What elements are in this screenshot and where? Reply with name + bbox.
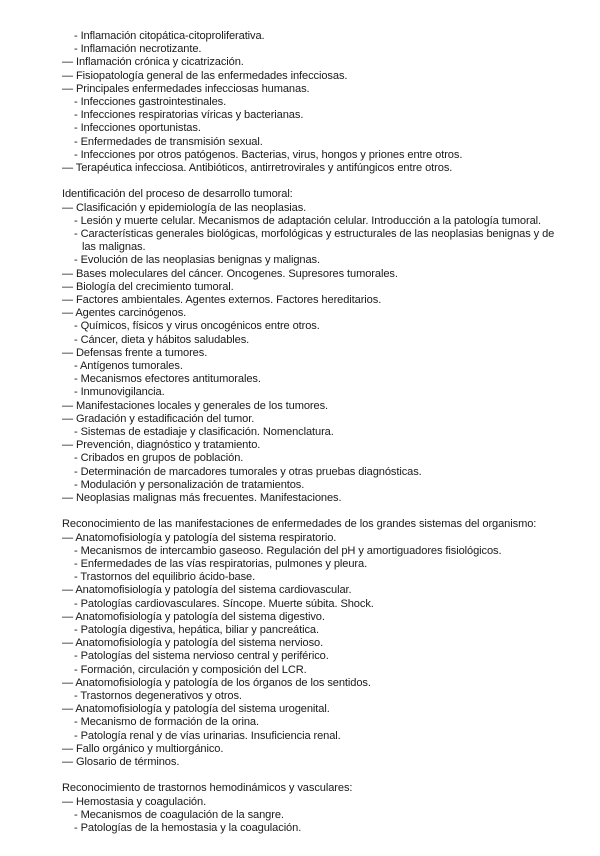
outline-subitem: - Infecciones gastrointestinales. xyxy=(74,96,227,108)
outline-item: — Glosario de términos. xyxy=(62,756,180,768)
outline-subitem: - Modulación y personalización de tratamientos. xyxy=(74,478,305,491)
outline-subitem: - Patologías de la hemostasia y la coagulación. xyxy=(74,822,302,834)
outline-item: — Anatomofisiología y patología del sistema nervioso. xyxy=(62,637,324,650)
outline-subitem: - Infecciones oportunistas. xyxy=(74,122,201,135)
outline-subitem: - Mecanismos efectores antitumorales. xyxy=(74,373,261,386)
outline-subitem: - Químicos, físicos y virus oncogénicos entre otros. xyxy=(74,320,320,333)
outline-subitem: - Mecanismos de coagulación de la sangre. xyxy=(74,808,284,821)
outline-item: — Prevención, diagnóstico y tratamiento. xyxy=(62,439,261,452)
outline-subitem-continuation: las malignas. xyxy=(82,241,146,254)
section-title: Reconocimiento de las manifestaciones de enfermedades de los grandes sistemas del organismo: xyxy=(62,518,537,531)
outline-subitem: - Enfermedades de las vías respiratorias, pulmones y pleura. xyxy=(74,558,368,570)
outline-item: — Fisiopatología general de las enfermedades infecciosas. xyxy=(62,69,348,82)
outline-item: — Factores ambientales. Agentes externos. Factores hereditarios. xyxy=(62,294,382,306)
outline-subitem: - Patología digestiva, hepática, biliar y pancreática. xyxy=(74,624,319,636)
outline-item: — Defensas frente a tumores. xyxy=(62,346,208,359)
outline-item: — Hemostasia y coagulación. xyxy=(62,795,207,808)
outline-subitem xyxy=(74,228,574,254)
outline-subitem: - Inflamación necrotizante. xyxy=(74,43,202,56)
outline-subitem: - Sistemas de estadiaje y clasificación. Nomenclatura. xyxy=(74,426,334,438)
outline-subitem: - Patologías del sistema nervioso central y periférico. xyxy=(74,650,329,663)
outline-subitem-text: - Características generales biológicas, morfológicas y estructurales de las neoplasias benignas y de xyxy=(74,228,555,240)
outline-subitem: - Infecciones por otros patógenos. Bacterias, virus, hongos y priones entre otros. xyxy=(74,148,463,161)
outline-subitem: - Antígenos tumorales. xyxy=(74,360,183,372)
outline-item: — Principales enfermedades infecciosas humanas. xyxy=(62,82,310,95)
outline-subitem: - Cribados en grupos de población. xyxy=(74,452,244,465)
outline-subitem: - Mecanismos de intercambio gaseoso. Regulación del pH y amortiguadores fisiológicos. xyxy=(74,544,502,557)
outline-subitem: - Patología renal y de vías urinarias. Insuficiencia renal. xyxy=(74,729,341,742)
section-title: Identificación del proceso de desarrollo tumoral: xyxy=(62,188,293,201)
outline-subitem: - Trastornos degenerativos y otros. xyxy=(74,690,242,702)
outline-item: — Terapéutica infecciosa. Antibióticos, antirretrovirales y antifúngicos entre otros. xyxy=(62,162,453,174)
outline-subitem: - Inflamación citopática-citoproliferativa. xyxy=(74,30,265,42)
outline-subitem: - Cáncer, dieta y hábitos saludables. xyxy=(74,333,250,346)
outline-item: — Fallo orgánico y multiorgánico. xyxy=(62,742,224,755)
outline-subitem: - Formación, circulación y composición del LCR. xyxy=(74,663,307,676)
outline-item: — Clasificación y epidemiología de las neoplasias. xyxy=(62,201,307,214)
outline-item: — Inflamación crónica y cicatrización. xyxy=(62,56,244,69)
outline-subitem: - Inmunovigilancia. xyxy=(74,386,165,399)
outline-subitem: - Lesión y muerte celular. Mecanismos de adaptación celular. Introducción a la patología tumoral. xyxy=(74,214,541,227)
outline-item: — Anatomofisiología y patología del sistema urogenital. xyxy=(62,703,330,716)
outline-subitem: - Mecanismo de formación de la orina. xyxy=(74,716,259,729)
outline-subitem: - Infecciones respiratorias víricas y bacterianas. xyxy=(74,109,304,122)
outline-subitem: - Determinación de marcadores tumorales y otras pruebas diagnósticas. xyxy=(74,465,422,478)
outline-item: — Anatomofisiología y patología del sistema digestivo. xyxy=(62,610,325,623)
outline-item: — Neoplasias malignas más frecuentes. Manifestaciones. xyxy=(62,492,342,504)
outline-subitem: - Evolución de las neoplasias benignas y malignas. xyxy=(74,254,320,267)
outline-item: — Anatomofisiología y patología del sistema cardiovascular. xyxy=(62,584,352,597)
outline-item: — Anatomofisiología y patología de los órganos de los sentidos. xyxy=(62,676,371,689)
outline-subitem: - Trastornos del equilibrio ácido-base. xyxy=(74,571,256,584)
outline-item: — Anatomofisiología y patología del sistema respiratorio. xyxy=(62,531,337,544)
outline-subitem: - Enfermedades de transmisión sexual. xyxy=(74,135,263,148)
section-title: Reconocimiento de trastornos hemodinámicos y vasculares: xyxy=(62,782,353,795)
outline-subitem: - Patologías cardiovasculares. Síncope. Muerte súbita. Shock. xyxy=(74,597,374,610)
outline-item: — Gradación y estadificación del tumor. xyxy=(62,412,255,425)
outline-item: — Bases moleculares del cáncer. Oncogenes. Supresores tumorales. xyxy=(62,267,398,280)
outline-item: — Agentes carcinógenos. xyxy=(62,307,187,320)
outline-item: — Manifestaciones locales y generales de los tumores. xyxy=(62,399,329,412)
outline-item: — Biología del crecimiento tumoral. xyxy=(62,280,234,293)
